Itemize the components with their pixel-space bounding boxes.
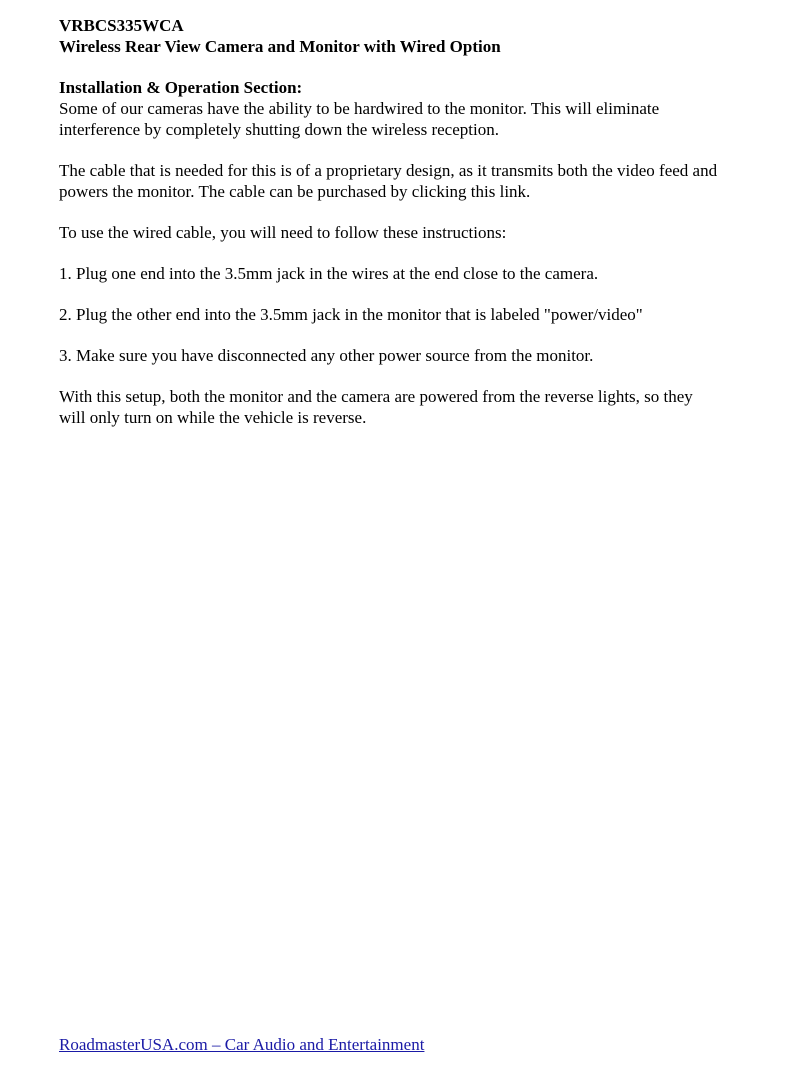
- closing-line-1: With this setup, both the monitor and the camera are powered from the reverse lights, so they: [59, 387, 693, 406]
- model-number: VRBCS335WCA: [59, 16, 184, 35]
- paragraph-2-line-2: powers the monitor. The cable can be purchased by clicking this link.: [59, 182, 531, 201]
- step-1: 1. Plug one end into the 3.5mm jack in the wires at the end close to the camera.: [59, 264, 599, 283]
- spacer: [59, 57, 759, 77]
- instructions-intro: To use the wired cable, you will need to follow these instructions:: [59, 223, 507, 242]
- closing-line-2: will only turn on while the vehicle is reverse.: [59, 408, 367, 427]
- section-heading: Installation & Operation Section:: [59, 78, 303, 97]
- spacer: [59, 325, 759, 345]
- spacer: [59, 366, 759, 386]
- spacer: [59, 202, 759, 222]
- spacer: [59, 243, 759, 263]
- step-3: 3. Make sure you have disconnected any other power source from the monitor.: [59, 346, 594, 365]
- footer-link[interactable]: RoadmasterUSA.com – Car Audio and Entertainment: [59, 1035, 425, 1054]
- document-page: [59, 15, 759, 428]
- document-title: Wireless Rear View Camera and Monitor with Wired Option: [59, 37, 501, 56]
- step-2: 2. Plug the other end into the 3.5mm jack in the monitor that is labeled "power/video": [59, 305, 643, 324]
- paragraph-2-line-1: The cable that is needed for this is of a proprietary design, as it transmits both the video feed and: [59, 161, 718, 180]
- paragraph-1-line-2: interference by completely shutting down the wireless reception.: [59, 120, 499, 139]
- paragraph-1-line-1: Some of our cameras have the ability to be hardwired to the monitor. This will eliminate: [59, 99, 660, 118]
- spacer: [59, 284, 759, 304]
- spacer: [59, 140, 759, 160]
